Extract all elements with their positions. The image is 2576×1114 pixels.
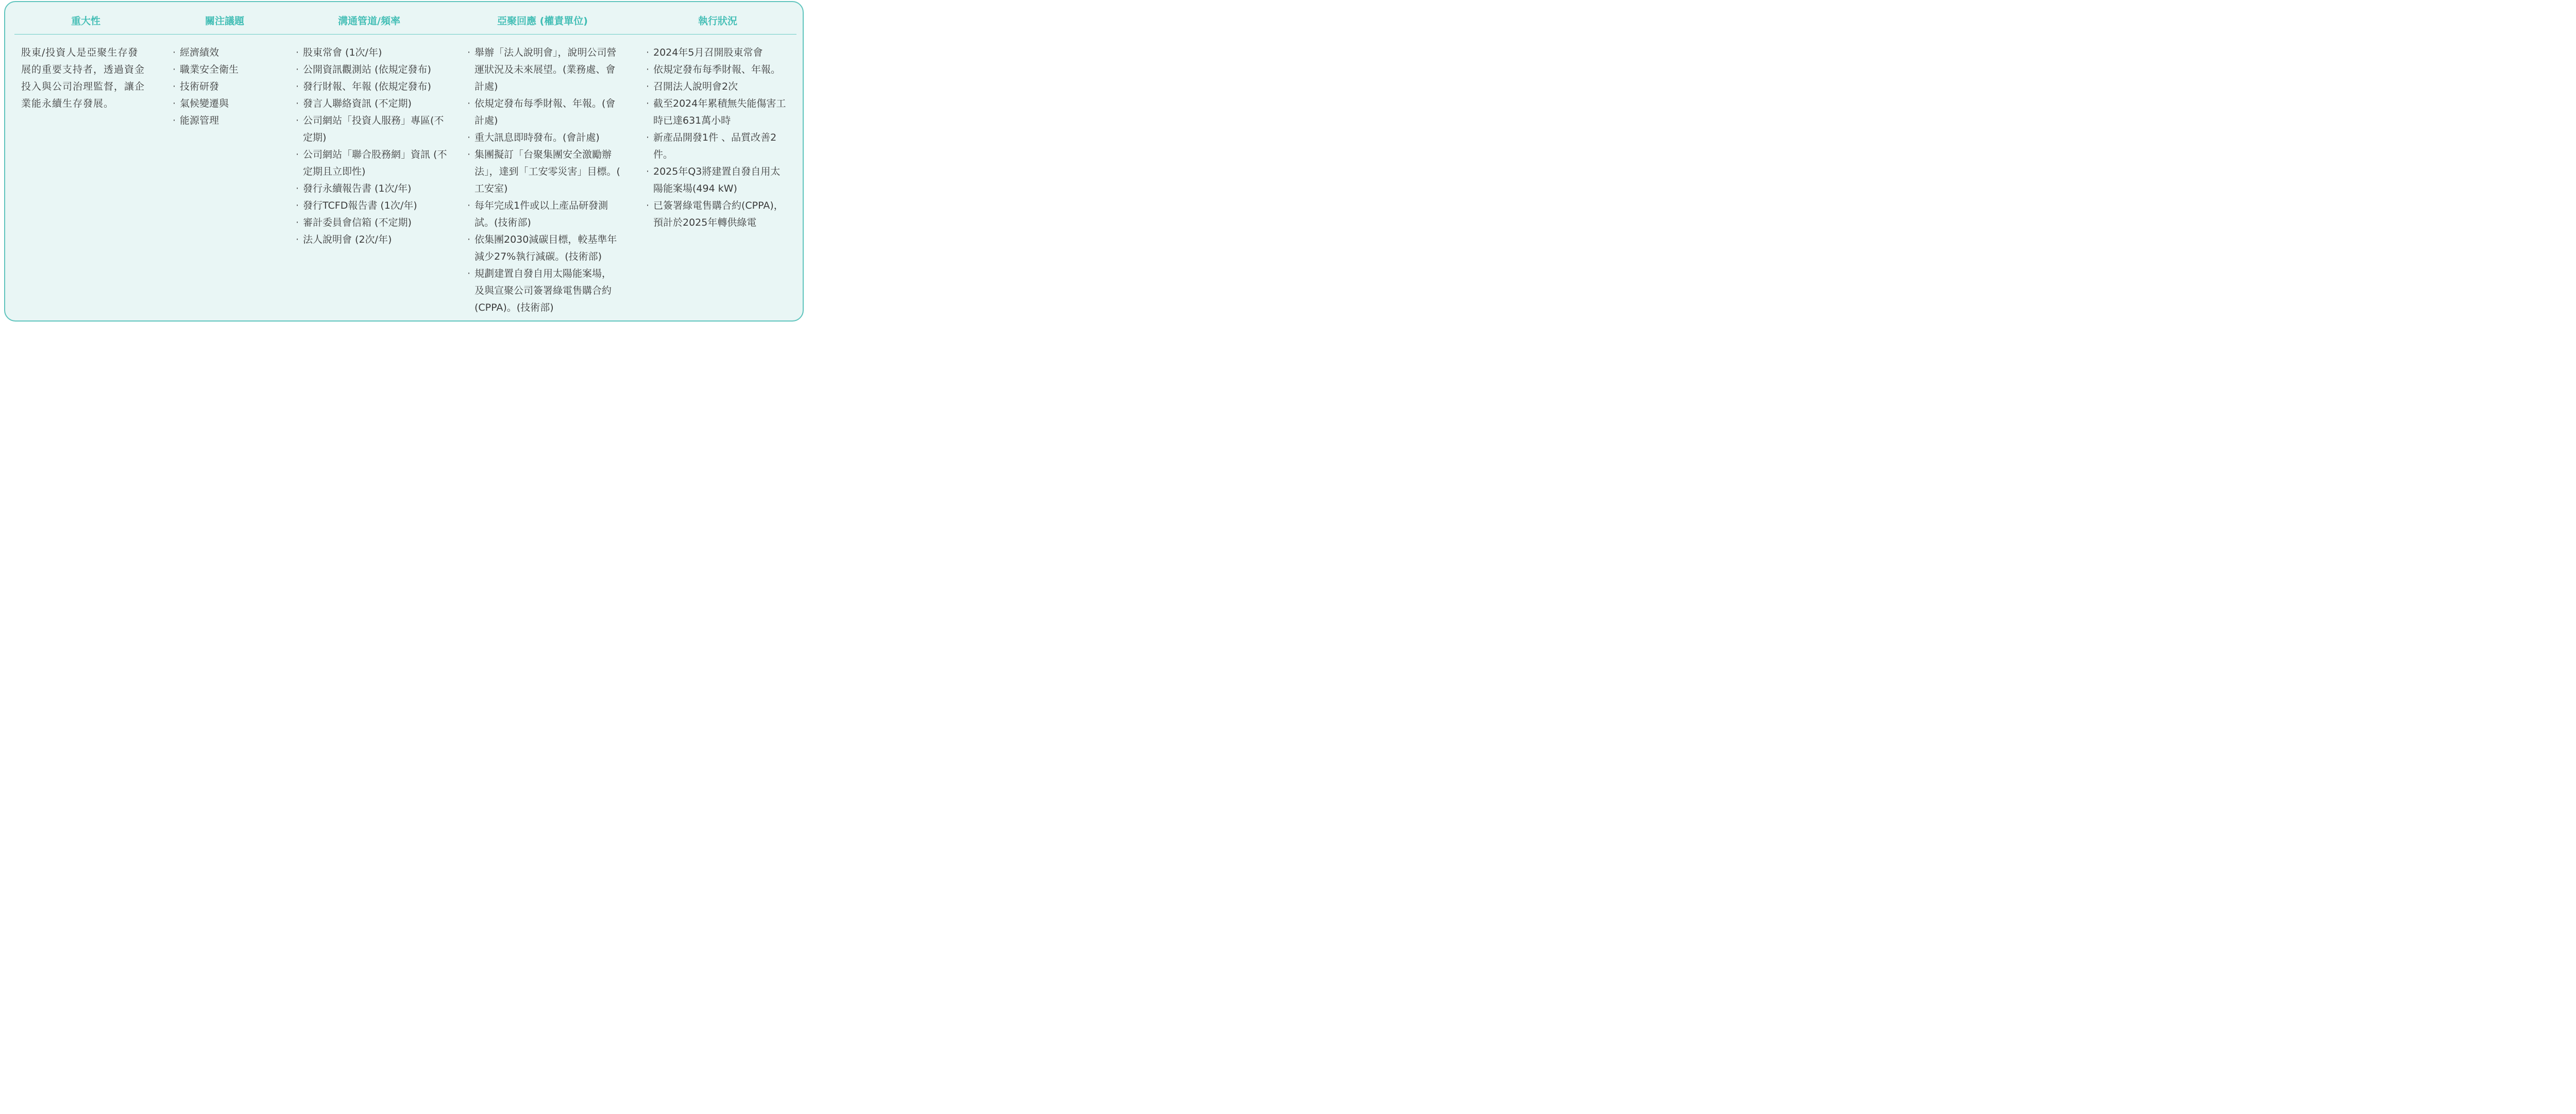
response-item: · 舉辦「法人說明會」，說明公司營 運狀況及未來展望。(業務處、會 計處) bbox=[467, 44, 640, 95]
topics-list bbox=[173, 44, 286, 129]
topic-item: · 技術研發 bbox=[173, 78, 286, 95]
channel-item: · 公開資訊觀測站 (依規定發布) bbox=[296, 61, 461, 78]
topic-item: · 氣候變遷與 bbox=[173, 95, 286, 112]
channel-item: · 股東常會 (1次/年) bbox=[296, 44, 461, 61]
channel-item: · 法人說明會 (2次/年) bbox=[296, 231, 461, 248]
channel-item: · 發行財報、年報 (依規定發布) bbox=[296, 78, 461, 95]
stakeholder-table-card bbox=[4, 1, 804, 322]
status-item: · 已簽署綠電售購合約(CPPA)， 預計於2025年轉供綠電 bbox=[646, 197, 801, 231]
channel-item: · 公司網站「投資人服務」專區(不 定期) bbox=[296, 112, 461, 146]
header-topics: 關注議題 bbox=[205, 15, 245, 27]
status-item: · 新產品開發1件 、品質改善2 件。 bbox=[646, 129, 801, 163]
status-item: · 2025年Q3將建置自發自用太 陽能案場(494 kW) bbox=[646, 163, 801, 197]
materiality-line: 股東/投資人是亞聚生存發 bbox=[21, 47, 139, 58]
status-item: · 召開法人說明會2次 bbox=[646, 78, 801, 95]
channel-item: · 發行永續報告書 (1次/年) bbox=[296, 180, 461, 197]
materiality-line: 投入與公司治理監督，讓企 bbox=[21, 81, 145, 92]
channel-item: · 公司網站「聯合股務網」資訊 (不 定期且立即性) bbox=[296, 146, 461, 180]
response-list bbox=[467, 44, 640, 316]
status-item: · 截至2024年累積無失能傷害工 時已達631萬小時 bbox=[646, 95, 801, 129]
status-item: · 2024年5月召開股東常會 bbox=[646, 44, 801, 61]
topic-item: · 能源管理 bbox=[173, 112, 286, 129]
header-status: 執行狀況 bbox=[698, 15, 738, 27]
materiality-line: 展的重要支持者，透過資金 bbox=[21, 64, 145, 75]
topic-item: · 經濟績效 bbox=[173, 44, 286, 61]
channel-item: · 發言人聯絡資訊 (不定期) bbox=[296, 95, 461, 112]
materiality-line: 業能永續生存發展。 bbox=[21, 98, 114, 109]
response-item: · 集團擬訂「台聚集團安全激勵辦 法」，達到「工安零災害」目標。( 工安室) bbox=[467, 146, 640, 197]
header-response: 亞聚回應 (權責單位) bbox=[497, 15, 588, 27]
response-item: · 規劃建置自發自用太陽能案場， 及與宣聚公司簽署綠電售購合約 (CPPA)。(技術部) bbox=[467, 265, 640, 316]
response-item: · 依集團2030減碳目標，較基準年 減少27%執行減碳。(技術部) bbox=[467, 231, 640, 265]
materiality-description bbox=[21, 44, 160, 112]
header-channels: 溝通管道/頻率 bbox=[338, 15, 400, 27]
response-item: · 每年完成1件或以上產品研發測 試。(技術部) bbox=[467, 197, 640, 231]
response-item: · 重大訊息即時發布。(會計處) bbox=[467, 129, 640, 146]
channel-item: · 發行TCFD報告書 (1次/年) bbox=[296, 197, 461, 214]
header-materiality: 重大性 bbox=[71, 15, 101, 27]
response-item: · 依規定發布每季財報、年報。(會 計處) bbox=[467, 95, 640, 129]
topic-item: · 職業安全衛生 bbox=[173, 61, 286, 78]
table-header-row bbox=[14, 2, 796, 35]
channels-list bbox=[296, 44, 461, 248]
status-item: · 依規定發布每季財報、年報。 bbox=[646, 61, 801, 78]
status-list bbox=[646, 44, 801, 231]
channel-item: · 審計委員會信箱 (不定期) bbox=[296, 214, 461, 231]
